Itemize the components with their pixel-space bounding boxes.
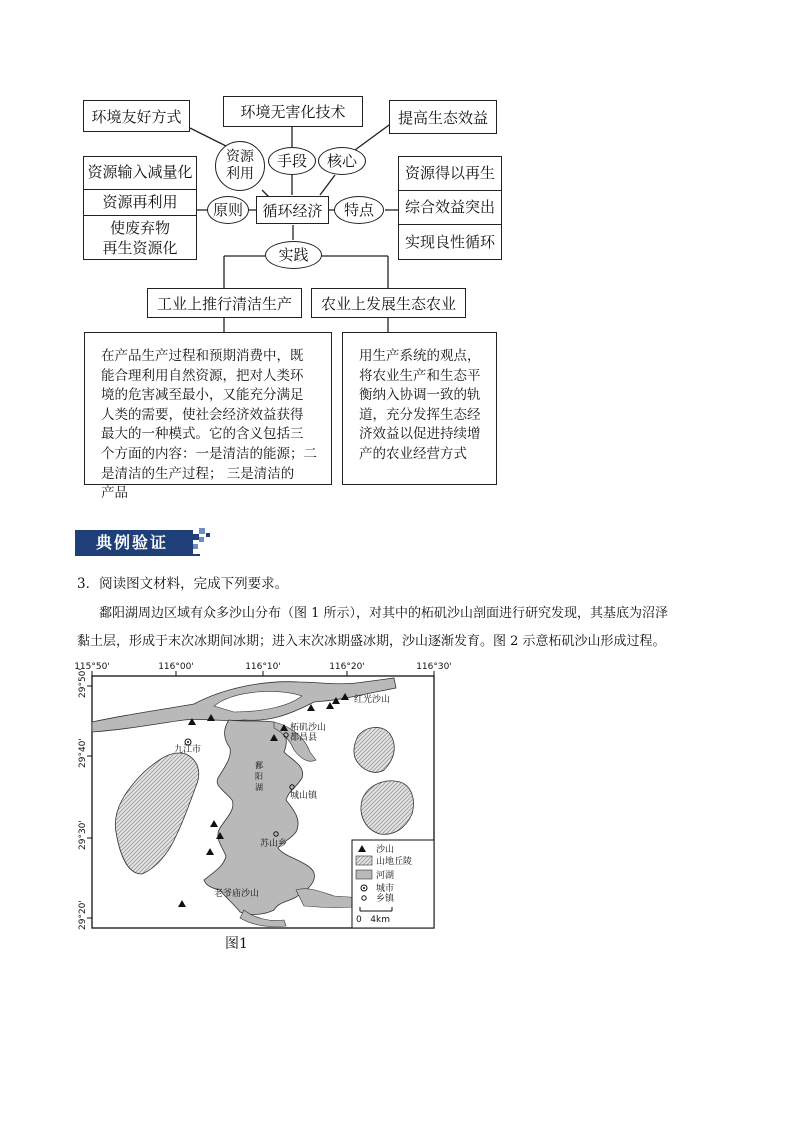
oval-core: 核心 (318, 147, 366, 175)
map-legend (352, 840, 434, 928)
section-banner (75, 528, 215, 558)
svg-text:29°30': 29°30' (78, 820, 88, 850)
svg-text:苏山乡: 苏山乡 (260, 839, 288, 849)
svg-text:都昌县: 都昌县 (290, 733, 318, 743)
box-eco-benefit: 提高生态效益 (389, 100, 497, 134)
box-agriculture: 农业上发展生态农业 (311, 288, 466, 318)
agriculture-description: 用生产系统的观点， 将农业生产和生态平 衡纳入协调一致的轨 道，充分发挥生态经 济效益以促进持续增 产的农业经营方式 (342, 332, 497, 485)
principle-items-box (83, 156, 197, 260)
svg-text:29°20': 29°20' (78, 900, 88, 930)
svg-text:116°30': 116°30' (416, 662, 452, 672)
principle-item: 使废弃物 再生资源化 (84, 215, 196, 261)
feature-items-box (398, 156, 502, 260)
feature-item: 综合效益突出 (399, 190, 501, 225)
svg-text:沙山: 沙山 (376, 845, 395, 855)
box-harmless-tech: 环境无害化技术 (223, 96, 363, 127)
principle-item: 资源再利用 (84, 189, 196, 216)
box-industry: 工业上推行清洁生产 (147, 288, 302, 318)
svg-text:河湖: 河湖 (376, 871, 395, 881)
figure-caption: 图1 (225, 936, 248, 952)
oval-means: 手段 (268, 147, 316, 175)
svg-text:九江市: 九江市 (174, 745, 202, 755)
svg-text:鄱阳湖: 鄱阳湖 (255, 761, 263, 792)
svg-text:116°20': 116°20' (329, 662, 365, 672)
svg-text:115°50': 115°50' (74, 662, 110, 672)
box-circular-economy: 循环经济 (256, 196, 329, 224)
section-banner-label: 典例验证 (95, 533, 169, 552)
oval-principle: 原则 (207, 196, 249, 224)
feature-item: 实现良性循环 (399, 224, 501, 261)
feature-item: 资源得以再生 (404, 163, 495, 182)
svg-text:柘矶沙山: 柘矶沙山 (290, 723, 327, 733)
svg-text:116°10': 116°10' (245, 662, 281, 672)
oval-resource-use: 资源 利用 (215, 141, 265, 191)
industry-description: 在产品生产过程和预期消费中，既 能合理利用自然资源，把对人类环 境的危害减至最小，又能充分满足 人类的需要，使社会经济效益获得 最大的一种模式。它的含义包括三 个方面的内容：一是清洁的能源；二 是清洁的生产过程； 三是清洁的 产品 (84, 332, 332, 485)
svg-text:红光沙山: 红光沙山 (354, 695, 391, 705)
oval-practice: 实践 (265, 241, 322, 269)
question-body-line1: 鄱阳湖周边区域有众多沙山分布（图 1 所示），对其中的柘矶沙山剖面进行研究发现，其基底为沼泽 (99, 606, 669, 621)
svg-text:0 4km: 0 4km (356, 915, 391, 925)
question-title: 3．阅读图文材料，完成下列要求。 (77, 576, 289, 592)
svg-text:116°00': 116°00' (158, 662, 194, 672)
poyang-map (64, 660, 452, 960)
oval-feature: 特点 (334, 196, 384, 224)
svg-text:29°50': 29°50' (78, 668, 88, 698)
question-body-line2: 黏土层，形成于末次冰期间冰期；进入末次冰期盛冰期，沙山逐渐发育。图 2 示意柘矶沙山形成过程。 (77, 634, 666, 649)
hills-east-north (354, 727, 394, 772)
svg-text:乡镇: 乡镇 (376, 894, 395, 904)
svg-text:29°40': 29°40' (78, 738, 88, 768)
svg-text:城山镇: 城山镇 (290, 791, 318, 801)
principle-item: 资源输入减量化 (87, 163, 193, 182)
svg-text:老爷庙沙山: 老爷庙沙山 (214, 889, 260, 899)
box-eco-friendly: 环境友好方式 (83, 100, 190, 132)
svg-text:山地丘陵: 山地丘陵 (376, 857, 413, 867)
svg-text:城市: 城市 (376, 884, 395, 894)
